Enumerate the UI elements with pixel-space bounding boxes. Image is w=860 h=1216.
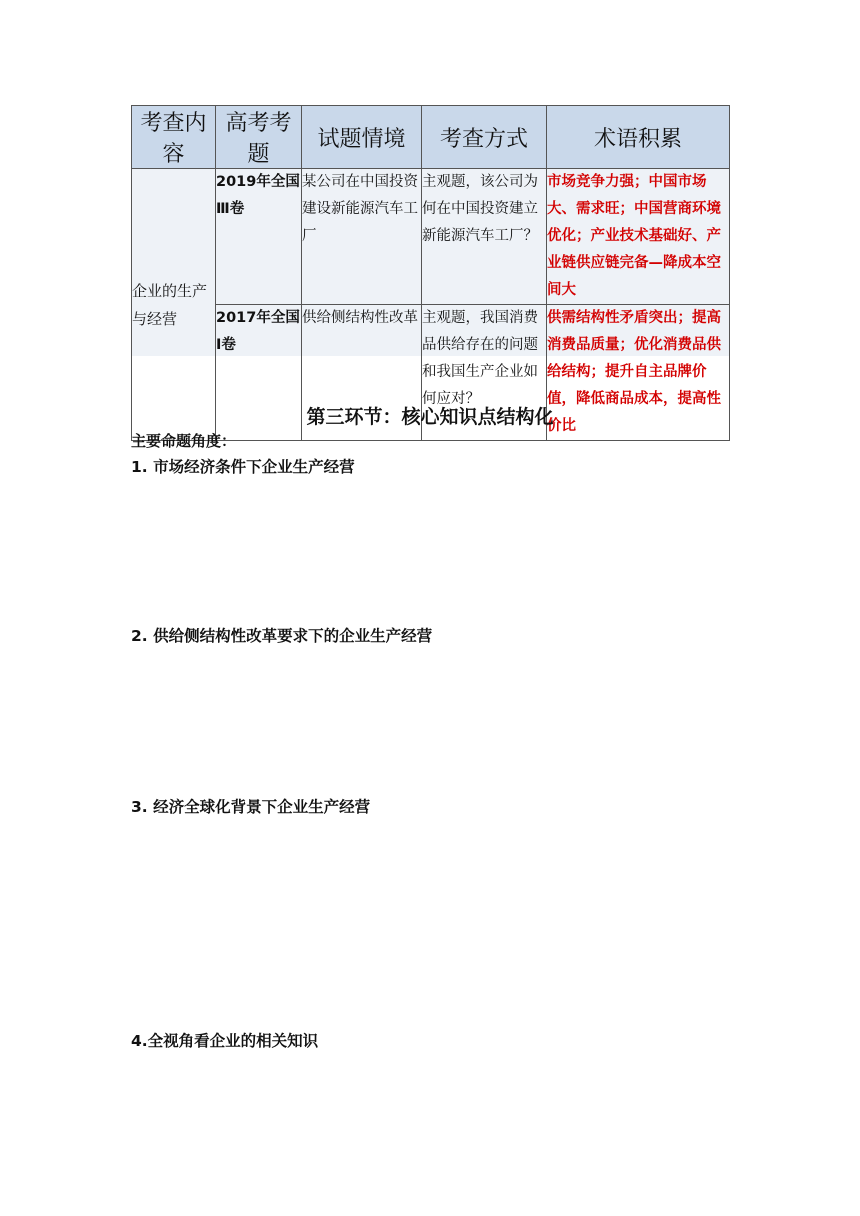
question-angle-label: 主要命题角度： xyxy=(131,432,237,450)
situation-cell: 某公司在中国投资建设新能源汽车工厂 xyxy=(302,169,422,305)
header-method: 考查方式 xyxy=(422,106,547,169)
table-row xyxy=(132,169,730,305)
method-cell: 主观题，该公司为何在中国投资建立新能源汽车工厂？ xyxy=(422,169,547,305)
header-content: 考查内容 xyxy=(132,106,216,169)
header-exam: 高考考题 xyxy=(216,106,302,169)
exam-cell: 2017年全国Ⅰ卷 xyxy=(216,305,302,441)
exam-analysis-table xyxy=(131,105,730,441)
exam-cell: 2019年全国Ⅲ卷 xyxy=(216,169,302,305)
list-item: 4.全视角看企业的相关知识 xyxy=(131,1032,319,1050)
list-item: 2. 供给侧结构性改革要求下的企业生产经营 xyxy=(131,627,433,645)
list-item: 3. 经济全球化背景下企业生产经营 xyxy=(131,798,371,816)
header-terms: 术语积累 xyxy=(547,106,730,169)
terms-cell: 供需结构性矛盾突出；提高消费品质量；优化消费品供给结构；提升自主品牌价值，降低商品成本，提高性价比 xyxy=(547,305,730,441)
header-situation: 试题情境 xyxy=(302,106,422,169)
table-header-row xyxy=(132,106,730,169)
situation-cell: 供给侧结构性改革 xyxy=(302,305,422,441)
terms-cell: 市场竞争力强；中国市场大、需求旺；中国营商环境优化；产业技术基础好、产业链供应链完备—降成本空间大 xyxy=(547,169,730,305)
section-title: 第三环节：核心知识点结构化 xyxy=(306,406,554,428)
list-item: 1. 市场经济条件下企业生产经营 xyxy=(131,458,355,476)
content-topic-cell: 企业的生产与经营 xyxy=(132,169,216,441)
method-cell: 主观题，我国消费品供给存在的问题和我国生产企业如何应对？ xyxy=(422,305,547,441)
